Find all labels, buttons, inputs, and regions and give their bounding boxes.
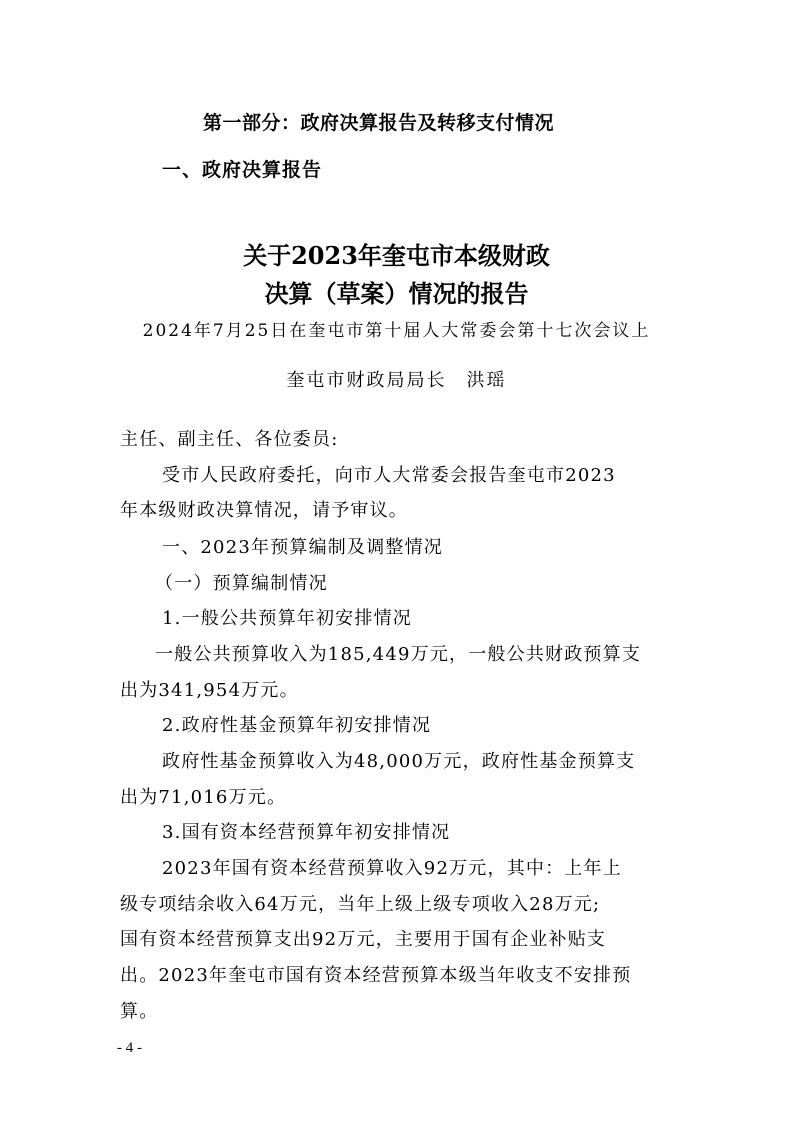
heading-1-1: （一）预算编制情况 [155, 573, 328, 594]
report-title-line-1: 关于2023年奎屯市本级财政 [243, 241, 550, 270]
item-3-title: 3.国有资本经营预算年初安排情况 [162, 822, 451, 843]
item-3-line-5: 算。 [120, 1001, 159, 1022]
item-3-line-1: 2023年国有资本经营预算收入92万元，其中：上年上 [162, 858, 622, 879]
meeting-info: 2024年7月25日在奎屯市第十届人大常委会第十七次会议上 [142, 321, 651, 341]
item-1-title: 1.一般公共预算年初安排情况 [162, 608, 412, 629]
item-3-line-3: 国有资本经营预算支出92万元，主要用于国有企业补贴支 [120, 929, 607, 950]
intro-line-2: 年本级财政决算情况，请予审议。 [120, 500, 408, 521]
heading-1: 一、2023年预算编制及调整情况 [162, 537, 444, 558]
item-1-line-1: 一般公共预算收入为185,449万元，一般公共财政预算支 [155, 644, 642, 665]
section-title: 一、政府决算报告 [162, 159, 323, 181]
item-2-title: 2.政府性基金预算年初安排情况 [162, 715, 432, 736]
page-number: - 4 - [117, 1040, 142, 1056]
item-3-line-4: 出。2023年奎屯市国有资本经营预算本级当年收支不安排预 [120, 965, 632, 986]
salutation: 主任、副主任、各位委员: [120, 429, 339, 450]
reporter: 奎屯市财政局局长 洪瑶 [286, 370, 507, 391]
part-title: 第一部分：政府决算报告及转移支付情况 [203, 112, 555, 134]
item-2-line-2: 出为71,016万元。 [120, 787, 287, 808]
item-3-line-2: 级专项结余收入64万元，当年上级上级专项收入28万元; [120, 894, 601, 915]
item-2-line-1: 政府性基金预算收入为48,000万元，政府性基金预算支 [162, 751, 636, 772]
report-title-line-2: 决算（草案）情况的报告 [264, 279, 529, 308]
item-1-line-2: 出为341,954万元。 [120, 680, 299, 701]
intro-line-1: 受市人民政府委托，向市人大常委会报告奎屯市2023 [162, 465, 616, 486]
